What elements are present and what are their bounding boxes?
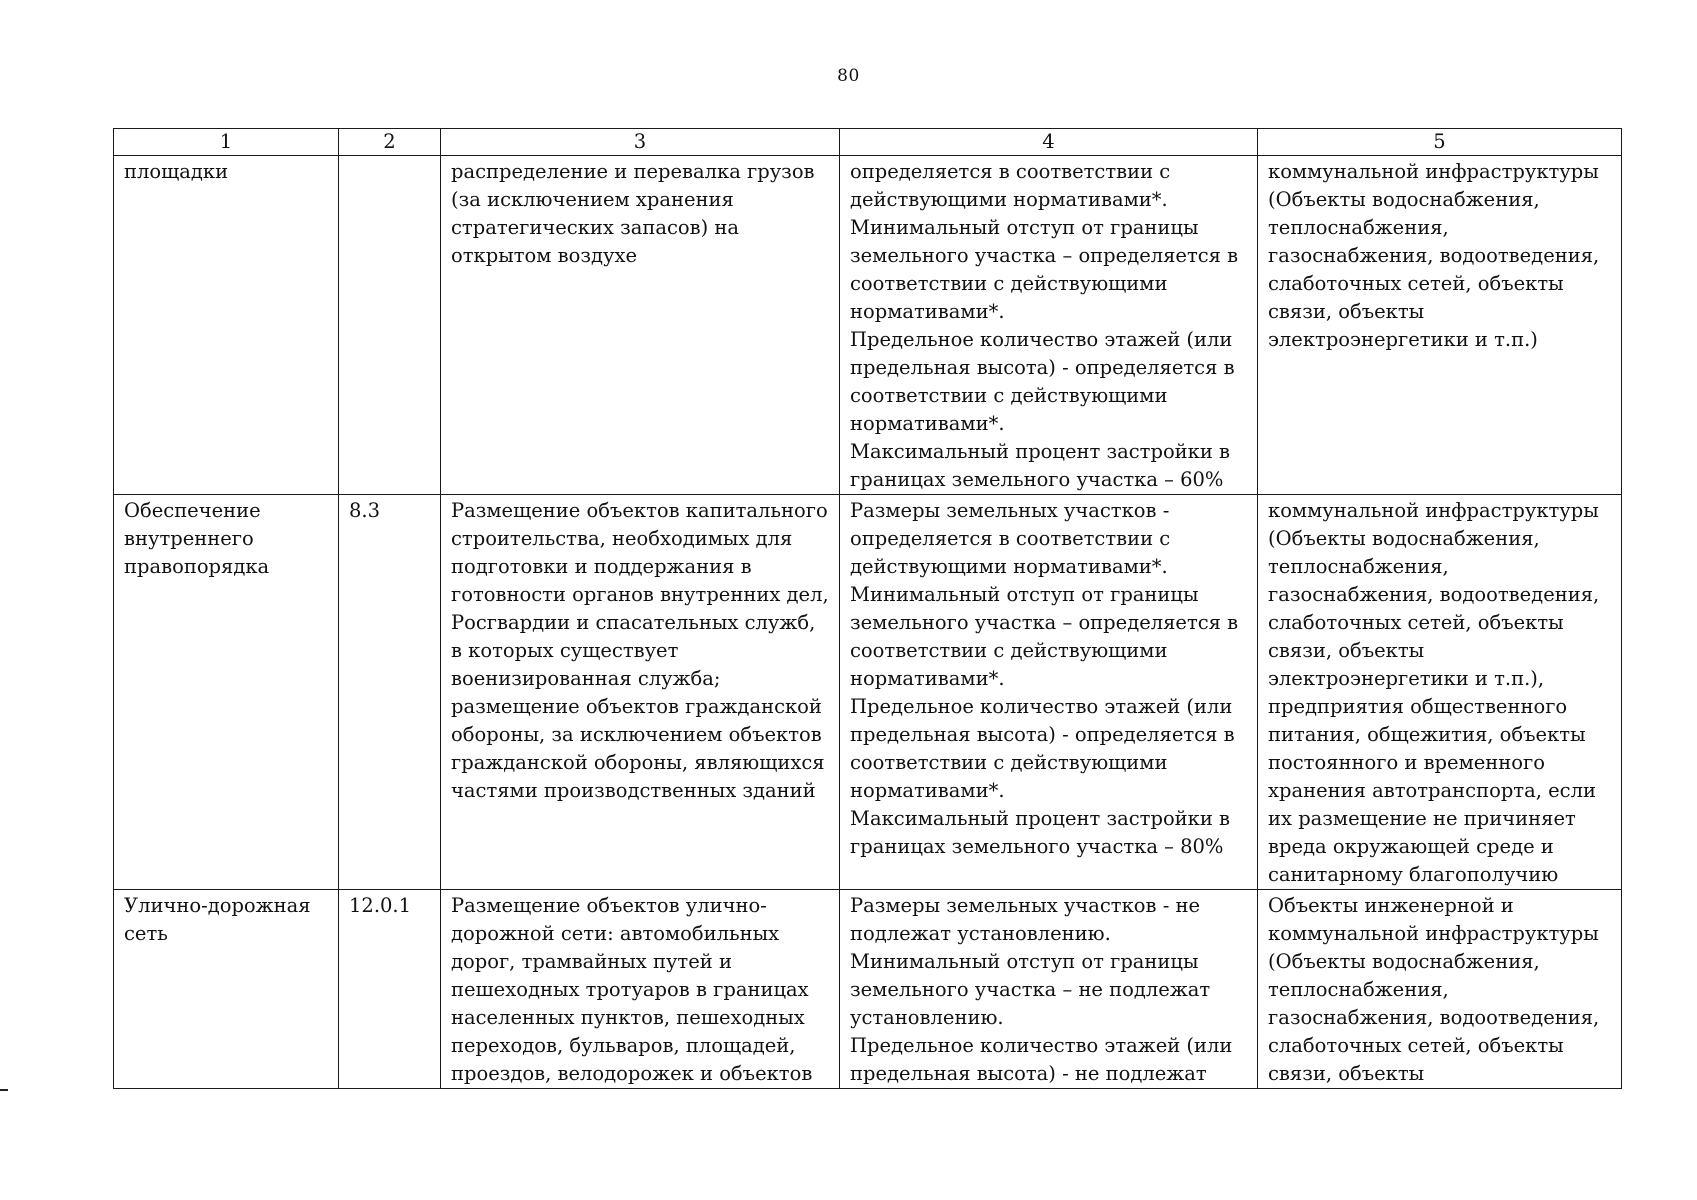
building-parameters: Размеры земельных участков - не подлежат установлению. Минимальный отступ от границы земельного участка – не подлежат установлению. Предельное количество этажей (или предельная высота) - не подлежат (850, 894, 1233, 1085)
use-description: распределение и перевалка грузов (за исключением хранения стратегических запасов) на открытом воздухе (451, 160, 815, 267)
building-parameters: определяется в соответствии с действующими нормативами*. Минимальный отступ от границы земельного участка – определяется в соответствии с действующими нормативами*. Предельное количество этажей (или предельная высота) - определяется в соответствии с действующими нормативами*. Максимальный процент застройки в границах земельного участка – 60% (850, 160, 1239, 491)
table-row (114, 890, 1622, 1089)
use-description: Размещение объектов улично- дорожной сети: автомобильных дорог, трамвайных путей и пешеходных тротуаров в границах населенных пунктов, пешеходных переходов, бульваров, площадей, проездов, велодорожек и объектов (451, 894, 813, 1085)
building-parameters-cell (840, 156, 1258, 495)
land-use-table (113, 128, 1622, 1089)
margin-mark (0, 1089, 8, 1091)
building-parameters-cell (840, 495, 1258, 890)
use-code: 8.3 (349, 499, 381, 522)
use-type-name: площадки (124, 160, 229, 183)
auxiliary-uses-cell (1258, 156, 1622, 495)
use-description-cell (441, 890, 840, 1089)
auxiliary-uses-cell (1258, 890, 1622, 1089)
use-code-cell (339, 495, 441, 890)
building-parameters: Размеры земельных участков - определяется в соответствии с действующими нормативами*. Минимальный отступ от границы земельного участка – определяется в соответствии с действующими нормативами*. Предельное количество этажей (или предельная высота) - определяется в соответствии с действующими нормативами*. Максимальный процент застройки в границах земельного участка – 80% (850, 499, 1239, 858)
use-code-cell (339, 890, 441, 1089)
use-description-cell (441, 495, 840, 890)
building-parameters-cell (840, 890, 1258, 1089)
use-type-name: Улично-дорожная сеть (124, 894, 311, 945)
column-header-1: 1 (114, 129, 339, 156)
column-header-4: 4 (840, 129, 1258, 156)
table-row (114, 495, 1622, 890)
auxiliary-uses: коммунальной инфраструктуры (Объекты водоснабжения, теплоснабжения, газоснабжения, водоотведения, слаботочных сетей, объекты связи, объекты электроэнергетики и т.п.), предприятия общественного питания, общежития, объекты постоянного и временного хранения автотранспорта, если их размещение не причиняет вреда окружающей среде и санитарному благополучию (1268, 499, 1600, 886)
use-code: 12.0.1 (349, 894, 412, 917)
page-number: 80 (837, 66, 860, 86)
use-type-name-cell (114, 156, 339, 495)
use-description: Размещение объектов капитального строительства, необходимых для подготовки и поддержания в готовности органов внутренних дел, Росгвардии и спасательных служб, в которых существует военизированная служба; размещение объектов гражданской обороны, за исключением объектов гражданской обороны, являющихся частями производственных зданий (451, 499, 829, 802)
use-type-name-cell (114, 890, 339, 1089)
auxiliary-uses: коммунальной инфраструктуры (Объекты водоснабжения, теплоснабжения, газоснабжения, водоотведения, слаботочных сетей, объекты связи, объекты электроэнергетики и т.п.) (1268, 160, 1600, 351)
table-header-row (114, 129, 1622, 156)
auxiliary-uses: Объекты инженерной и коммунальной инфраструктуры (Объекты водоснабжения, теплоснабжения, газоснабжения, водоотведения, слаботочных сетей, объекты связи, объекты (1268, 894, 1600, 1085)
use-type-name-cell (114, 495, 339, 890)
auxiliary-uses-cell (1258, 495, 1622, 890)
column-header-3: 3 (441, 129, 840, 156)
use-code-cell (339, 156, 441, 495)
column-header-5: 5 (1258, 129, 1622, 156)
use-description-cell (441, 156, 840, 495)
table-row (114, 156, 1622, 495)
use-type-name: Обеспечение внутреннего правопорядка (124, 499, 270, 578)
column-header-2: 2 (339, 129, 441, 156)
